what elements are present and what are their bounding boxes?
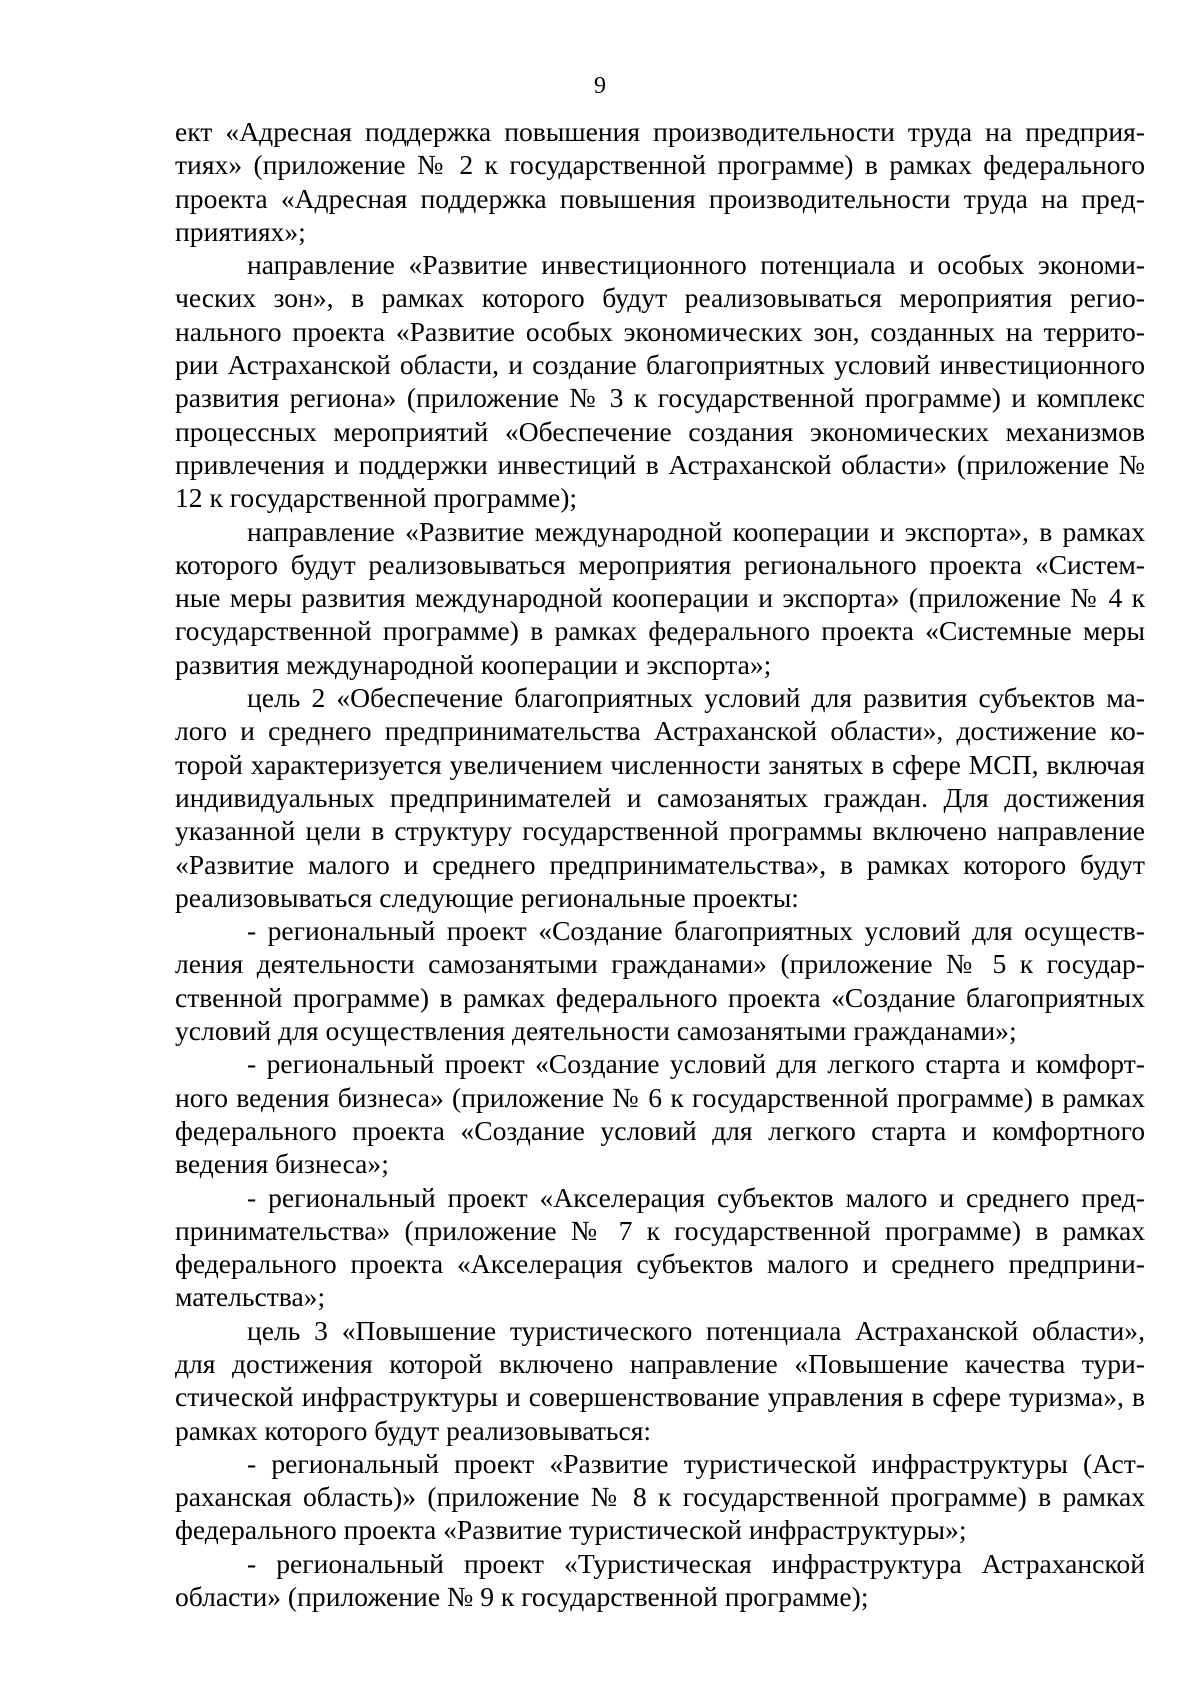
document-body [175,115,1145,1613]
paragraph-goal-2: цель 2 «Обеспечение благоприятных условий для развития субъектов малого и среднего предпринимательства Астраханской области», достижение которой характеризуется увеличением численности занятых в сфере МСП, включая индивидуальных предпринимателей и самозанятых граждан. Для достижения указанной цели в структуру государственной программы включено направление «Развитие малого и среднего предпринимательства», в рамках которого будут реализовываться следующие региональные проекты: [175,682,1145,913]
list-item-self-employed-project: - региональный проект «Создание благоприятных условий для осуществления деятельности самозанятыми гражданами» (приложение № 5 к государственной программе) в рамках федерального проекта «Создание благоприятных условий для осуществления деятельности самозанятыми гражданами»; [175,915,1145,1047]
paragraph-export-direction: направление «Развитие международной кооперации и экспорта», в рамках которого будут реализовываться мероприятия регионального проекта «Системные меры развития международной кооперации и экспорта» (приложение № 4 к государственной программе) в рамках федерального проекта «Системные меры развития международной кооперации и экспорта»; [175,515,1145,680]
list-item-astrakhan-tourism-project: - региональный проект «Туристическая инфраструктура Астраханской области» (приложение № 9 к государственной программе); [175,1547,1145,1613]
list-item-business-start-project: - региональный проект «Создание условий для легкого старта и комфортного ведения бизнеса» (приложение № 6 к государственной программе) в рамках федерального проекта «Создание условий для легкого старта и комфортного ведения бизнеса»; [175,1048,1145,1180]
list-item-tourism-infrastructure-project: - региональный проект «Развитие туристической инфраструктуры (Астраханская область)» (приложение № 8 к государственной программе) в рамках федерального проекта «Развитие туристической инфраструктуры»; [175,1447,1145,1546]
page-number: 9 [594,73,606,99]
list-item-acceleration-project: - региональный проект «Акселерация субъектов малого и среднего предпринимательства» (приложение № 7 к государственной программе) в рамках федерального проекта «Акселерация субъектов малого и среднего предпринимательства»; [175,1181,1145,1313]
paragraph-goal-3: цель 3 «Повышение туристического потенциала Астраханской области», для достижения которой включено направление «Повышение качества туристической инфраструктуры и совершенствование управления в сфере туризма», в рамках которого будут реализовываться: [175,1314,1145,1446]
paragraph-continuation: ект «Адресная поддержка повышения производительности труда на предприятиях» (приложение № 2 к государственной программе) в рамках федерального проекта «Адресная поддержка повышения производительности труда на предприятиях»; [175,116,1145,247]
paragraph-investment-direction: направление «Развитие инвестиционного потенциала и особых экономических зон», в рамках которого будут реализовываться мероприятия регионального проекта «Развитие особых экономических зон, созданных на территории Астраханской области, и создание благоприятных условий инвестиционного развития региона» (приложение № 3 к государственной программе) и комплекс процессных мероприятий «Обеспечение создания экономических механизмов привлечения и поддержки инвестиций в Астраханской области» (приложение № 12 к государственной программе); [175,249,1145,514]
